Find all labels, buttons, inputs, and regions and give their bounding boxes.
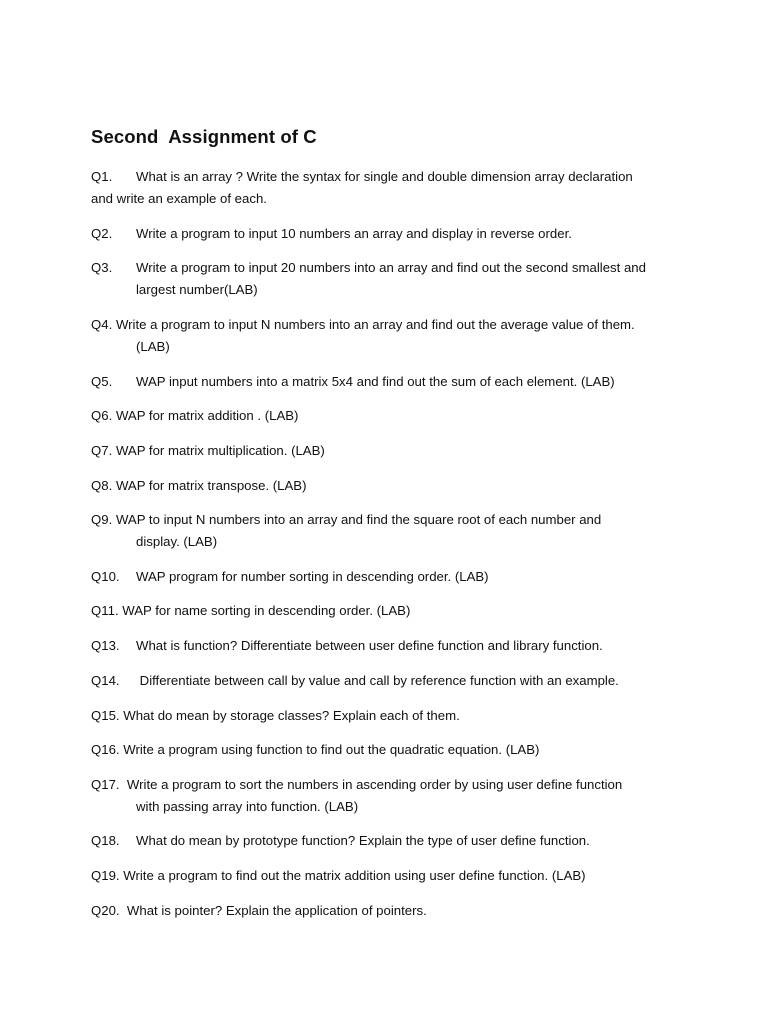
question-q7 <box>91 440 691 462</box>
question-text-continued: with passing array into function. (LAB) <box>136 799 359 814</box>
question-q1 <box>91 166 691 210</box>
question-text-continued: (LAB) <box>136 339 170 354</box>
question-q15 <box>91 705 691 727</box>
question-text: What is pointer? Explain the application of pointers. <box>123 903 427 918</box>
question-number: Q1. <box>91 169 113 184</box>
question-number: Q8. <box>91 478 113 493</box>
question-number: Q4. <box>91 317 113 332</box>
question-number: Q5. <box>91 374 113 389</box>
question-number: Q17. <box>91 777 120 792</box>
question-q16 <box>91 739 691 761</box>
question-number: Q10. <box>91 569 120 584</box>
question-q8 <box>91 475 691 497</box>
question-q13 <box>91 635 691 657</box>
question-text: Write a program to input 20 numbers into an array and find out the second smallest and <box>136 260 646 275</box>
question-text: What is an array ? Write the syntax for single and double dimension array declaration <box>136 169 633 184</box>
question-text-continued: and write an example of each. <box>91 191 267 206</box>
question-q17 <box>91 774 691 818</box>
page-title: Second Assignment of C <box>91 126 317 147</box>
question-q3 <box>91 257 691 301</box>
question-text: Write a program to find out the matrix addition using user define function. (LAB) <box>123 868 586 883</box>
question-number: Q2. <box>91 226 113 241</box>
question-q14 <box>91 670 691 692</box>
question-text: WAP for matrix addition . (LAB) <box>115 408 299 423</box>
question-q4 <box>91 314 691 358</box>
question-text: What do mean by storage classes? Explain each of them. <box>123 708 460 723</box>
question-q20 <box>91 900 691 922</box>
question-number: Q7. <box>91 443 113 458</box>
question-q6 <box>91 405 691 427</box>
question-number: Q18. <box>91 833 120 848</box>
question-text: WAP program for number sorting in descending order. (LAB) <box>136 569 489 584</box>
question-text: Write a program using function to find out the quadratic equation. (LAB) <box>123 742 540 757</box>
question-q10 <box>91 566 691 588</box>
question-q18 <box>91 830 691 852</box>
question-number: Q11. <box>91 603 119 618</box>
question-number: Q15. <box>91 708 120 723</box>
question-text: WAP for name sorting in descending order. (LAB) <box>122 603 411 618</box>
question-number: Q16. <box>91 742 120 757</box>
question-text: WAP for matrix multiplication. (LAB) <box>115 443 325 458</box>
question-number: Q19. <box>91 868 120 883</box>
question-q9 <box>91 509 691 553</box>
question-text: Write a program to input N numbers into an array and find out the average value of them. <box>115 317 635 332</box>
question-q11 <box>91 600 691 622</box>
question-q5 <box>91 371 691 393</box>
question-text: WAP to input N numbers into an array and find the square root of each number and <box>115 512 602 527</box>
question-number: Q6. <box>91 408 113 423</box>
question-text: What is function? Differentiate between user define function and library function. <box>136 638 603 653</box>
question-number: Q9. <box>91 512 113 527</box>
question-text: WAP input numbers into a matrix 5x4 and find out the sum of each element. (LAB) <box>136 374 615 389</box>
question-number: Q20. <box>91 903 120 918</box>
question-text: Write a program to input 10 numbers an array and display in reverse order. <box>136 226 572 241</box>
question-q19 <box>91 865 691 887</box>
question-text: Write a program to sort the numbers in ascending order by using user define function <box>123 777 623 792</box>
question-number: Q3. <box>91 260 113 275</box>
question-text: WAP for matrix transpose. (LAB) <box>115 478 307 493</box>
question-text-continued: display. (LAB) <box>136 534 218 549</box>
question-q2 <box>91 223 691 245</box>
question-text: What do mean by prototype function? Explain the type of user define function. <box>136 833 590 848</box>
question-number: Q13. <box>91 638 120 653</box>
question-text-continued: largest number(LAB) <box>136 282 258 297</box>
question-text: Differentiate between call by value and call by reference function with an example. <box>136 673 619 688</box>
question-number: Q14. <box>91 673 120 688</box>
